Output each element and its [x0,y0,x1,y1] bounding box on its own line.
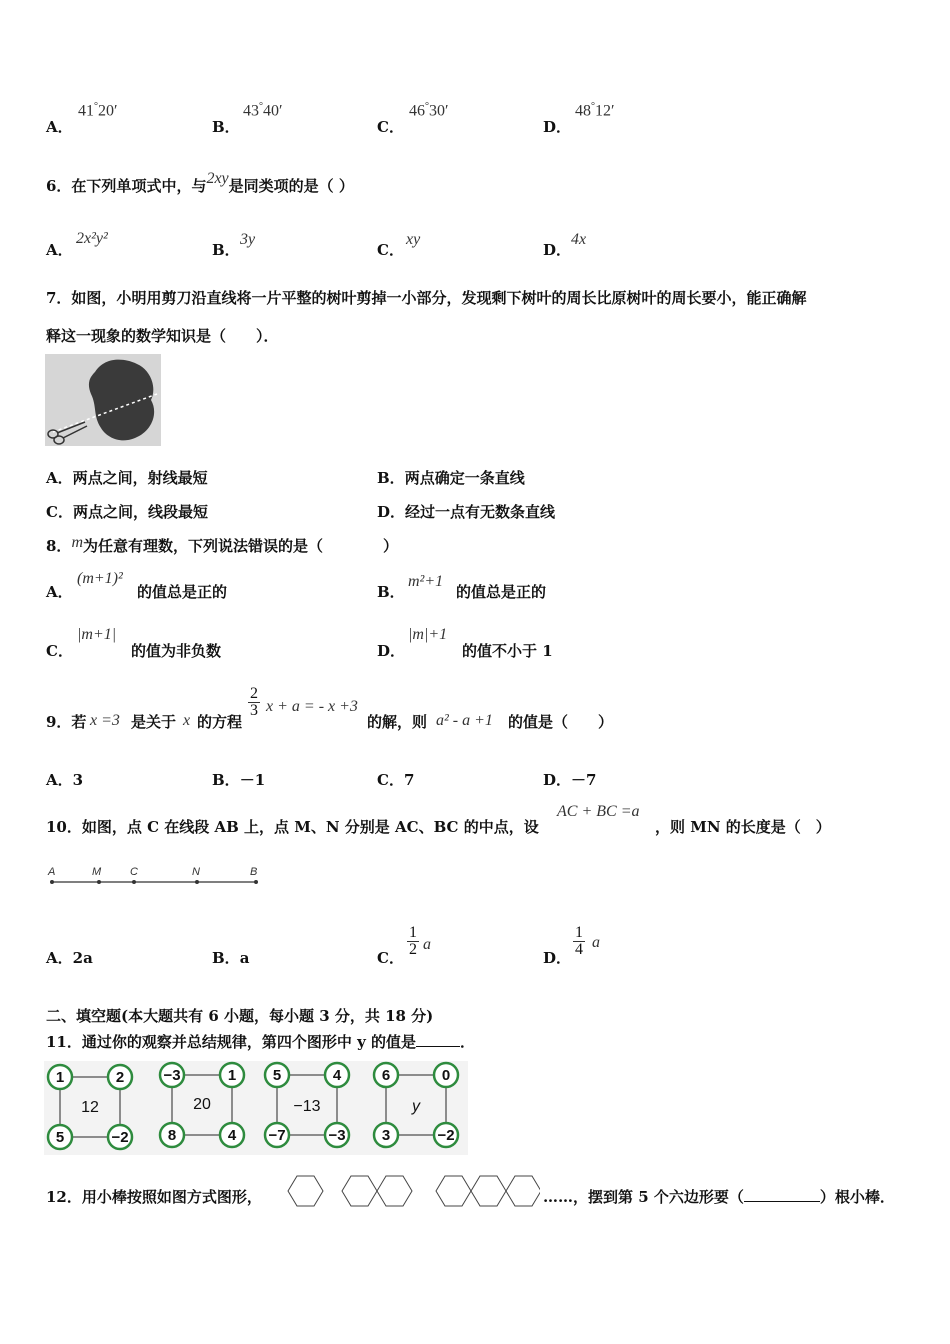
fig4-tr: 0 [441,1067,451,1084]
q9-fraction: $\frac{2}{3}$ [250,685,258,719]
q6-option-b-expr: 3y [240,231,256,248]
q9-equation: x + a = - x +3 [266,698,358,715]
q10-option-d-letter: D． [543,949,572,967]
point-n-dot [195,880,199,884]
q9-expr1: x =3 [90,712,120,729]
q8-option-d-expr: |m|+1 [408,626,448,643]
fig1-bl: 5 [55,1129,65,1146]
q8-option-c-letter: C． [46,642,73,660]
q10-option-d-var: a [592,934,600,951]
leaf-scissors-figure [45,354,161,446]
q10-segment-figure [44,862,264,890]
q6-option-c-letter: C． [377,241,404,259]
hexagon-3b [471,1176,506,1206]
q8-option-c-text: 的值为非负数 [131,642,222,660]
point-a-label: A [48,866,56,878]
hexagon-1 [288,1176,323,1206]
q8-option-d-letter: D． [377,642,406,660]
q8-option-a-letter: A． [46,583,73,601]
q10-expr: AC + BC =a [557,803,640,820]
q10-option-b: B．a [212,949,250,967]
q6-option-a-letter: A． [46,241,73,259]
q9-part2: 是关于 [131,713,177,731]
q5-option-d-value: 48°12′ [575,101,615,120]
q6-option-d-letter: D． [543,241,572,259]
q5-option-b-value: 43°40′ [243,101,283,120]
fig2-br: 4 [227,1127,237,1144]
q12-hexagon-figures [278,1173,540,1213]
q11-figure-3 [265,1063,349,1147]
q8-option-c-expr: |m+1| [77,626,117,643]
fig1-br: −2 [111,1129,129,1146]
q9-part5: 的值是（ ） [508,713,614,731]
q8-option-a-text: 的值总是正的 [137,583,228,601]
q5-option-b-letter: B． [212,118,240,136]
q8-option-a-expr: (m+1)² [77,570,123,587]
q8-option-b-text: 的值总是正的 [456,583,547,601]
q7-option-a: A．两点之间，射线最短 [46,469,208,487]
q9-option-a: A．3 [46,771,84,789]
fig1-center: 12 [81,1099,99,1116]
fig3-tr: 4 [332,1067,342,1084]
q10-option-d-fraction: $\frac{1}{4}$ [575,924,583,958]
q6-stem: 6．在下列单项式中，与2xy是同类项的是（ ） [46,170,354,195]
q9-part1: 9．若 [46,713,87,731]
point-m-dot [97,880,101,884]
q7-option-b: B．两点确定一条直线 [377,469,525,487]
q9-expr2: x [183,712,191,729]
fig3-tl: 5 [272,1067,282,1084]
q5-option-a-value: 41°20′ [78,101,118,120]
q9-part4: 的解，则 [367,713,428,731]
q10-option-c-var: a [423,936,431,953]
fig4-center: y [412,1098,420,1115]
q11-answer-blank [416,1046,460,1047]
q11-figure-2 [160,1063,244,1147]
q6-option-b-letter: B． [212,241,240,259]
q5-option-d-letter: D． [543,118,572,136]
point-m-label: M [92,866,102,878]
fig3-br: −3 [328,1127,346,1144]
fig2-tl: −3 [163,1067,181,1084]
q6-option-d-expr: 4x [571,231,587,248]
fig2-center: 20 [193,1096,211,1113]
fig4-bl: 3 [381,1127,391,1144]
q9-option-b: B．－1 [212,771,266,789]
q9-expr4: a² - a +1 [436,712,493,729]
point-c-label: C [130,866,138,878]
q11-stem: 11．通过你的观察并总结规律，第四个图形中 y 的值是 ． [46,1033,476,1051]
q5-option-a-letter: A． [46,118,73,136]
q7-stem-line1: 7．如图，小明用剪刀沿直线将一片平整的树叶剪掉一小部分，发现剩下树叶的周长比原树叶的周长要小，能正确解 [46,289,807,307]
q6-option-c-expr: xy [406,231,421,248]
q11-figures [44,1061,468,1155]
q12-stem: 12．用小棒按照如图方式图形， [46,1188,262,1206]
q8-stem: 8．m为任意有理数，下列说法错误的是（ ） [46,534,399,555]
point-n-label: N [192,866,200,878]
q7-option-d: D．经过一点有无数条直线 [377,503,556,521]
q11-figure-4 [374,1063,458,1147]
q9-option-c: C．7 [377,771,415,789]
fig1-tr: 2 [115,1069,125,1086]
hexagon-2b [377,1176,412,1206]
fig2-bl: 8 [167,1127,177,1144]
q7-stem-line2: 释这一现象的数学知识是（ ）． [46,327,279,345]
q10-part1: 10．如图，点 C 在线段 AB 上，点 M、N 分别是 AC、BC 的中点，设 [46,818,539,836]
point-b-dot [254,880,258,884]
q10-option-a: A．2a [46,949,93,967]
q6-option-a-expr: 2x²y² [76,230,108,247]
hexagon-3a [436,1176,471,1206]
q8-option-b-letter: B． [377,583,405,601]
q11-figure-1 [48,1065,132,1149]
q8-option-b-expr: m²+1 [408,573,444,590]
fig1-tl: 1 [55,1069,65,1086]
point-b-label: B [250,866,258,878]
q8-option-d-text: 的值不小于 1 [462,642,553,660]
hexagon-2a [342,1176,377,1206]
q10-option-c-letter: C． [377,949,404,967]
fig4-tl: 6 [381,1067,391,1084]
section-title: 二、填空题(本大题共有 6 小题，每小题 3 分，共 18 分) [46,1007,434,1025]
q10-option-c-fraction: $\frac{1}{2}$ [409,924,417,958]
q5-option-c-value: 46°30′ [409,101,449,120]
hexagon-3c [506,1176,540,1206]
q12-tail: ……，摆到第 5 个六边形要（ ）根小棒． [543,1188,895,1206]
q7-option-c: C．两点之间，线段最短 [46,503,208,521]
fig3-center: −13 [293,1098,321,1115]
point-c-dot [132,880,136,884]
point-a-dot [50,880,54,884]
fig2-tr: 1 [227,1067,237,1084]
q9-option-d: D．－7 [543,771,597,789]
fig3-bl: −7 [268,1127,286,1144]
q9-part3: 的方程 [197,713,243,731]
fig4-br: −2 [437,1127,455,1144]
q10-part2: ，则 MN 的长度是（ ） [655,818,831,836]
q12-answer-blank [744,1201,820,1202]
q5-option-c-letter: C． [377,118,404,136]
